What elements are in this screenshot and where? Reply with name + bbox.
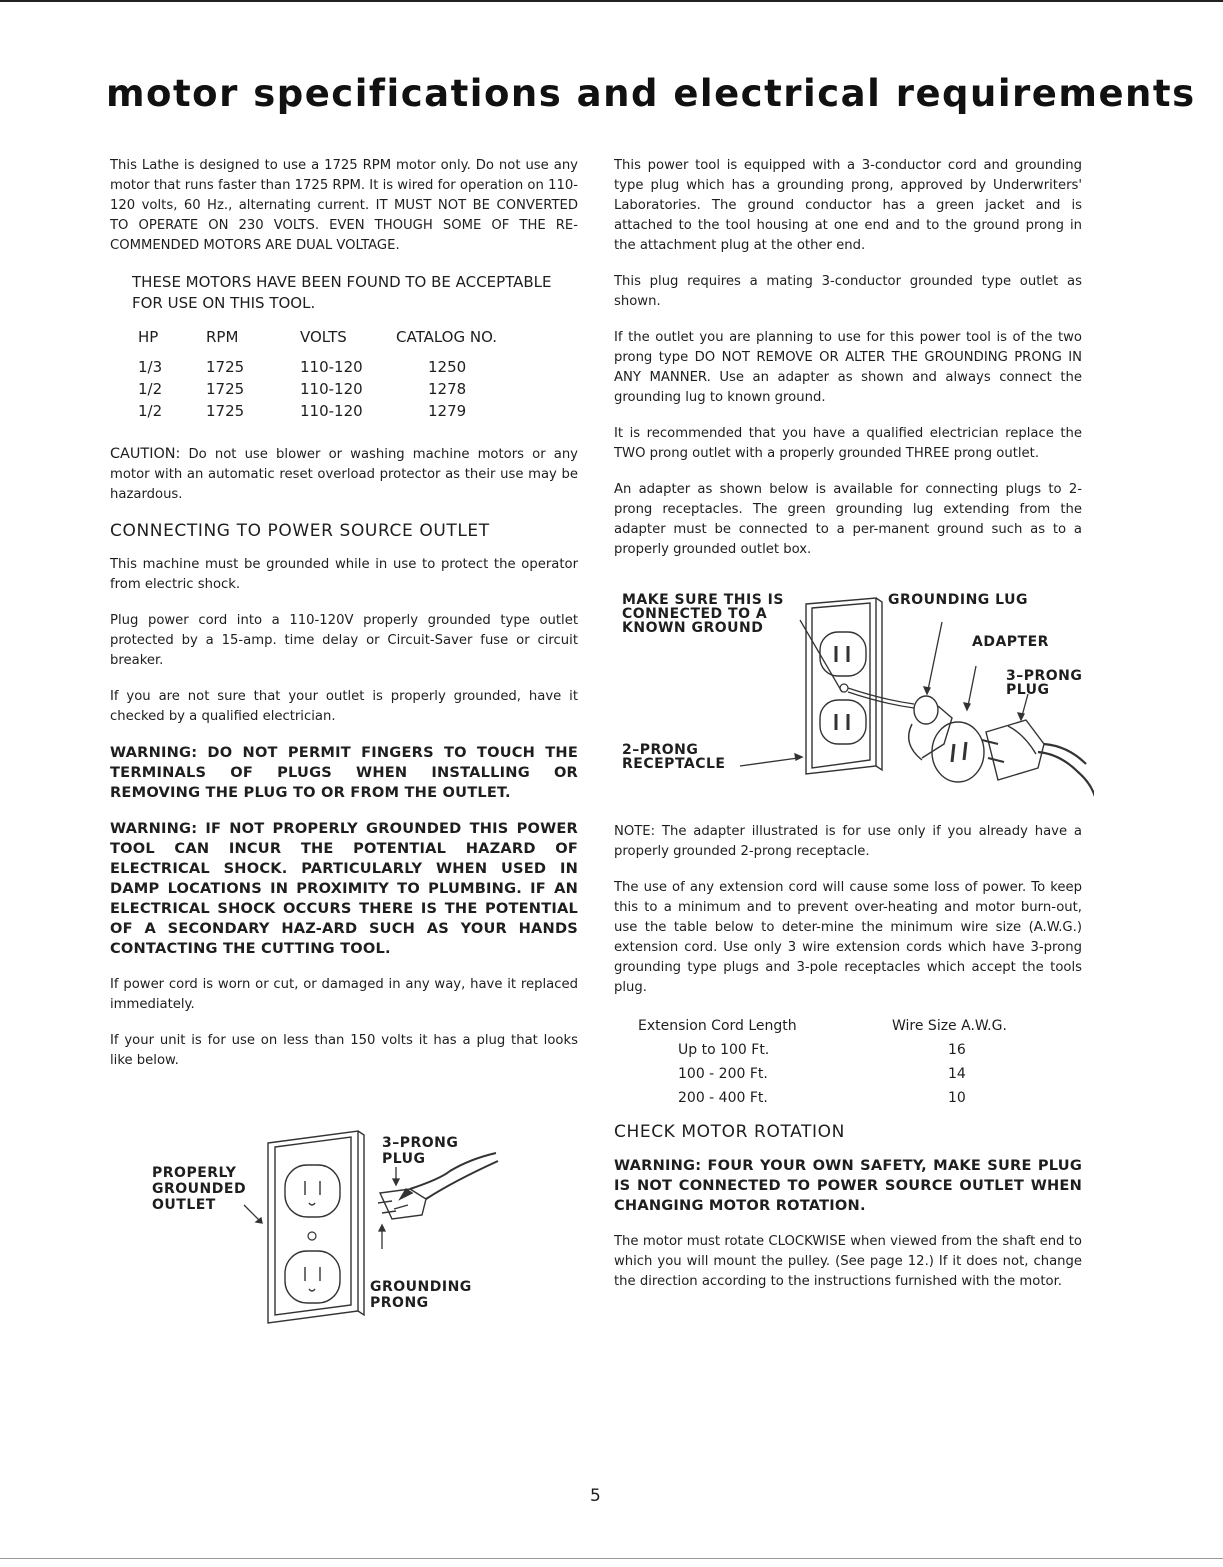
extension-paragraph: The use of any extension cord will cause some loss of power. To keep this to a minimum and to prevent over-heating and motor burn-out, use the table below to deter-mine the minimum wire size (A.W.G.) extension cord. Use only 3 wire extension cords which have 3-prong grounding type plugs and 3-pole receptacles which accept the tools plug.	[614, 880, 1082, 995]
page-number: 5	[590, 1486, 601, 1506]
adapter-icon	[909, 696, 984, 782]
table-row	[638, 1086, 1007, 1110]
wire-size-table	[638, 1014, 1007, 1110]
plug-label-1: 3–PRONG	[382, 1135, 459, 1151]
receptacle-label-2: RECEPTACLE	[622, 756, 726, 772]
header-hp: HP	[138, 328, 159, 346]
warning-fingers: WARNING: DO NOT PERMIT FINGERS TO TOUCH THE TERMINALS OF PLUGS WHEN INSTALLING OR REMOVING THE PLUG TO OR FROM THE OUTLET.	[110, 744, 578, 801]
note-paragraph	[614, 822, 1082, 862]
mating-paragraph: This plug requires a mating 3-conductor grounded type outlet as shown.	[614, 274, 1082, 309]
cell-volts: 110-120	[300, 380, 363, 398]
unit-plug-paragraph: If your unit is for use on less than 150 volts it has a plug that looks like below.	[110, 1033, 578, 1068]
receptacle-top-icon	[285, 1165, 340, 1217]
prong-label-1: GROUNDING	[370, 1279, 472, 1295]
wire-table-header	[638, 1014, 1007, 1038]
header-length: Extension Cord Length	[638, 1018, 797, 1034]
worn-cord-paragraph: If power cord is worn or cut, or damaged in any way, have it replaced immediately.	[110, 977, 578, 1012]
grounding-lug-label: GROUNDING LUG	[888, 592, 1028, 608]
cell-volts: 110-120	[300, 402, 363, 420]
plate-screw-icon	[308, 1232, 316, 1240]
cell-length: 200 - 400 Ft.	[678, 1090, 768, 1106]
motors-intro: THESE MOTORS HAVE BEEN FOUND TO BE ACCEPTABLE FOR USE ON THIS TOOL.	[132, 273, 552, 312]
grounded-outlet-figure	[110, 1101, 578, 1331]
outlet-plate	[806, 598, 882, 774]
receptacle-bottom-icon	[285, 1251, 340, 1303]
bottom-rule	[0, 1558, 1223, 1559]
make-sure-label-1: MAKE SURE THIS IS	[622, 592, 784, 608]
header-rpm: RPM	[206, 328, 239, 346]
two-prong-paragraph: If the outlet you are planning to use for this power tool is of the two prong type DO NOT REMOVE OR ALTER THE GROUNDING PRONG IN ANY MANNER. Use an adapter as shown and always connect the grounding lug to known ground.	[614, 330, 1082, 405]
outlet-label-2: GROUNDED	[152, 1181, 247, 1197]
cell-hp: 1/2	[138, 402, 163, 420]
recommended-paragraph: It is recommended that you have a qualified electrician replace the TWO prong outlet with a properly grounded THREE prong outlet.	[614, 426, 1082, 461]
top-rule	[0, 0, 1223, 2]
callout-arrows	[244, 1167, 399, 1249]
table-row	[638, 1062, 1007, 1086]
plug-label-2: PLUG	[1006, 682, 1050, 698]
table-row	[138, 378, 497, 400]
cell-hp: 1/2	[138, 380, 163, 398]
cord-paragraph: This power tool is equipped with a 3-conductor cord and grounding type plug which has a grounding prong, approved by Underwriters' Laboratories. The ground conductor has a green jacket and is attached to the tool housing at one end and to the ground prong in the attachment plug at the other end.	[614, 158, 1082, 253]
cell-catalog: 1279	[428, 402, 467, 420]
header-catalog: CATALOG NO.	[396, 328, 498, 346]
adapter-paragraph: An adapter as shown below is available for connecting plugs to 2-prong receptacles. The green grounding lug extending from the adapter must be connected to a per-manent ground such as to a properly grounded outlet box.	[614, 482, 1082, 557]
warning-rotation: WARNING: FOUR YOUR OWN SAFETY, MAKE SURE PLUG IS NOT CONNECTED TO POWER SOURCE OUTLET WHEN CHANGING MOTOR ROTATION.	[614, 1157, 1082, 1214]
not-sure-paragraph: If you are not sure that your outlet is properly grounded, have it checked by a qualified electrician.	[110, 689, 578, 724]
section-heading-connecting: CONNECTING TO POWER SOURCE OUTLET	[110, 521, 490, 541]
motor-table	[138, 326, 497, 422]
header-volts: VOLTS	[300, 328, 347, 346]
caution-text: Do not use blower or washing machine motors or any motor with an automatic reset overload protector as their use may be hazardous.	[110, 447, 578, 502]
intro-paragraph: This Lathe is designed to use a 1725 RPM motor only. Do not use any motor that runs faster than 1725 RPM. It is wired for operation on 110-120 volts, 60 Hz., alternating current. IT MUST NOT BE CONVERTED TO OPERATE ON 230 VOLTS. EVEN THOUGH SOME OF THE RE-COMMENDED MOTORS ARE DUAL VOLTAGE.	[110, 158, 578, 253]
outlet-label-3: OUTLET	[152, 1197, 216, 1213]
cell-rpm: 1725	[206, 358, 245, 376]
cell-rpm: 1725	[206, 380, 245, 398]
cell-wire-size: 16	[948, 1042, 966, 1058]
prong-label-2: PRONG	[370, 1295, 429, 1311]
outlet-label-1: PROPERLY	[152, 1165, 237, 1181]
cell-catalog: 1250	[428, 358, 467, 376]
cell-length: 100 - 200 Ft.	[678, 1066, 768, 1082]
adapter-figure	[614, 576, 1094, 806]
warning-grounding: WARNING: IF NOT PROPERLY GROUNDED THIS POWER TOOL CAN INCUR THE POTENTIAL HAZARD OF ELECTRICAL SHOCK. PARTICULARLY WHEN USED IN DAMP LOCATIONS IN PROXIMITY TO PLUMBING. IF AN ELECTRICAL SHOCK OCCURS THERE IS THE POTENTIAL OF A SECONDARY HAZ-ARD SUCH AS YOUR HANDS CONTACTING THE CUTTING TOOL.	[110, 820, 578, 957]
table-row	[138, 400, 497, 422]
cell-rpm: 1725	[206, 402, 245, 420]
receptacle-label-1: 2–PRONG	[622, 742, 699, 758]
rotation-paragraph: The motor must rotate CLOCKWISE when viewed from the shaft end to which you will mount the pulley. (See page 12.) If it does not, change the direction according to the instructions furnished with the motor.	[614, 1234, 1082, 1289]
grounding-lug-wire	[848, 688, 914, 708]
plug-label-1: 3–PRONG	[1006, 668, 1083, 684]
three-prong-plug-icon	[982, 720, 1094, 800]
cell-volts: 110-120	[300, 358, 363, 376]
section-heading-rotation: CHECK MOTOR ROTATION	[614, 1122, 845, 1142]
make-sure-label-2: CONNECTED TO A	[622, 606, 768, 622]
caution-paragraph	[110, 444, 578, 505]
outlet-plate	[268, 1131, 364, 1323]
cell-wire-size: 14	[948, 1066, 966, 1082]
left-column	[110, 156, 578, 1331]
cell-length: Up to 100 Ft.	[678, 1042, 770, 1058]
page-title: motor specifications and electrical requirements	[106, 72, 1196, 115]
cell-wire-size: 10	[948, 1090, 966, 1106]
make-sure-label-3: KNOWN GROUND	[622, 620, 764, 636]
note-label: NOTE:	[614, 824, 656, 839]
grounded-paragraph: This machine must be grounded while in use to protect the operator from electric shock.	[110, 557, 578, 592]
right-column	[614, 156, 1082, 1308]
cell-hp: 1/3	[138, 358, 163, 376]
caution-label: CAUTION:	[110, 446, 181, 462]
plug-paragraph: Plug power cord into a 110-120V properly grounded type outlet protected by a 15-amp. time delay or Circuit-Saver fuse or circuit breaker.	[110, 613, 578, 668]
table-row	[138, 356, 497, 378]
adapter-label: ADAPTER	[972, 634, 1049, 650]
table-row	[638, 1038, 1007, 1062]
motor-table-header	[138, 326, 497, 356]
header-wire-size: Wire Size A.W.G.	[892, 1018, 1007, 1034]
note-text: The adapter illustrated is for use only if you already have a properly grounded 2-prong receptacle.	[614, 824, 1082, 859]
receptacle-top-icon	[820, 632, 866, 676]
plug-label-2: PLUG	[382, 1151, 426, 1167]
cell-catalog: 1278	[428, 380, 467, 398]
receptacle-bottom-icon	[820, 700, 866, 744]
